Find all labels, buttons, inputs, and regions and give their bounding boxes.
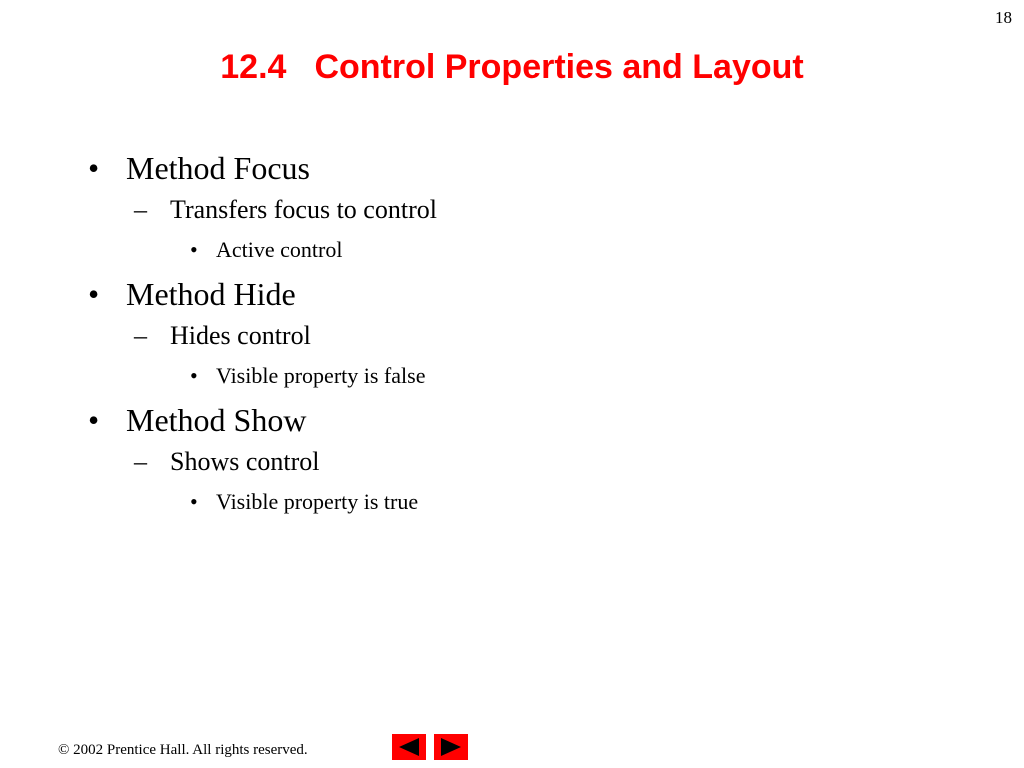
bullet-mark: • — [88, 402, 100, 438]
slide-navigation — [392, 734, 468, 760]
bullet-method-focus — [88, 146, 1024, 190]
bullet-text: Method Focus — [126, 150, 310, 186]
bullet-mark: • — [190, 363, 198, 388]
bullet-mark: • — [190, 489, 198, 514]
bullet-text: Method Show — [126, 402, 307, 438]
bullet-mark: • — [190, 237, 198, 262]
copyright-footer: © 2002 Prentice Hall. All rights reserved. — [58, 742, 308, 758]
right-arrow-icon — [439, 737, 463, 757]
next-slide-button[interactable] — [434, 734, 468, 760]
sub-sub-bullet-text: Visible property is true — [216, 489, 419, 514]
slide-title — [0, 48, 1024, 87]
bullet-method-show — [88, 398, 1024, 442]
bullet-mark: • — [88, 276, 100, 312]
dash-mark: – — [134, 447, 147, 476]
sub-sub-bullet-text: Visible property is false — [216, 363, 426, 388]
previous-slide-button[interactable] — [392, 734, 426, 760]
sub-sub-bullet-visible-false — [190, 356, 1024, 398]
dash-mark: – — [134, 195, 147, 224]
section-number: 12.4 — [220, 48, 287, 86]
title-text: Control Properties and Layout — [314, 48, 804, 86]
sub-bullet-text: Hides control — [170, 321, 311, 350]
page-number: 18 — [995, 8, 1012, 27]
sub-bullet-hides-control — [134, 316, 1024, 356]
sub-bullet-transfers-focus — [134, 190, 1024, 230]
left-arrow-icon — [397, 737, 421, 757]
sub-sub-bullet-active-control — [190, 230, 1024, 272]
sub-sub-bullet-visible-true — [190, 482, 1024, 524]
dash-mark: – — [134, 321, 147, 350]
bullet-text: Method Hide — [126, 276, 296, 312]
sub-bullet-text: Transfers focus to control — [170, 195, 437, 224]
sub-sub-bullet-text: Active control — [216, 237, 343, 262]
sub-bullet-shows-control — [134, 442, 1024, 482]
bullet-mark: • — [88, 150, 100, 186]
bullet-list — [0, 146, 1024, 524]
sub-bullet-text: Shows control — [170, 447, 320, 476]
bullet-method-hide — [88, 272, 1024, 316]
